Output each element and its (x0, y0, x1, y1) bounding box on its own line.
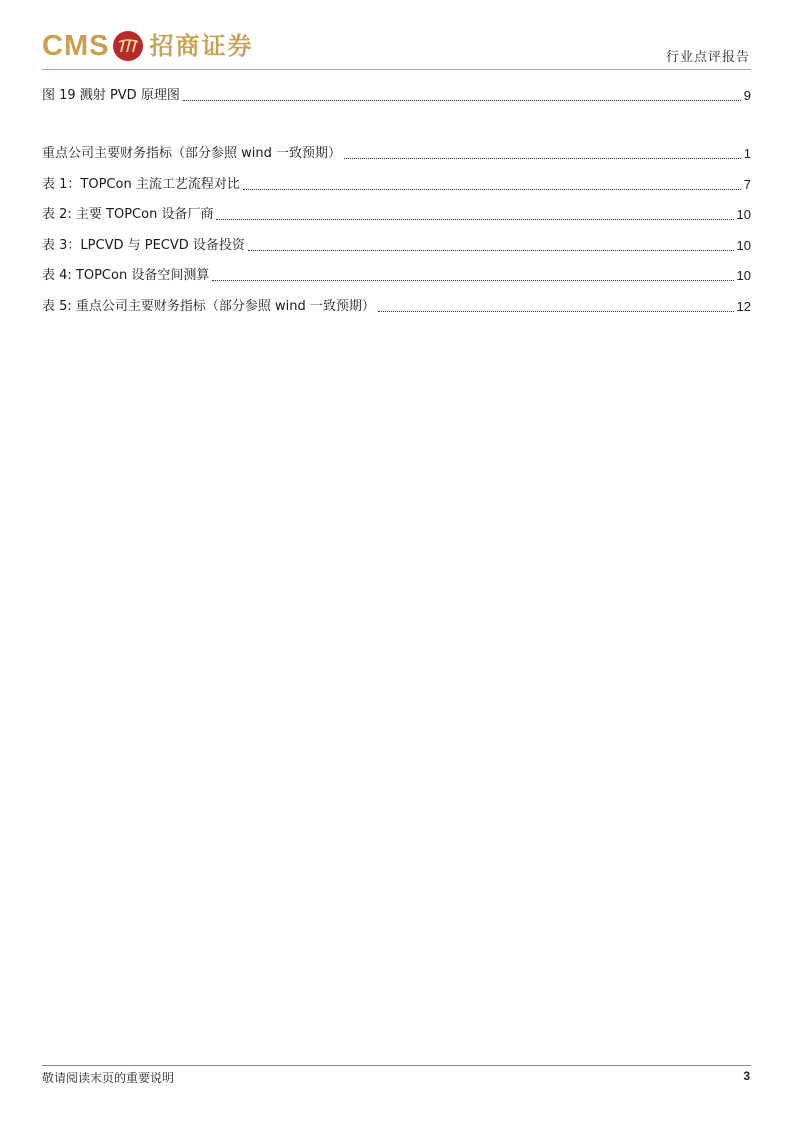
toc-entry-label: 重点公司主要财务指标（部分参照 wind 一致预期） (42, 146, 342, 161)
logo-emblem-icon (113, 31, 143, 61)
toc-entry-table-4[interactable] (42, 266, 751, 286)
logo-chinese-text: 招商证券 (149, 31, 254, 60)
logo-latin-text: CMS (42, 30, 110, 62)
toc-entry-page: 1 (743, 146, 751, 161)
footer-divider (42, 1065, 751, 1066)
toc-entry-page: 7 (743, 177, 751, 192)
toc-entry-label: 表 5: 重点公司主要财务指标（部分参照 wind 一致预期） (42, 299, 375, 314)
footer-disclaimer-note: 敬请阅读末页的重要说明 (42, 1071, 175, 1085)
toc-entry-label: 表 1：TOPCon 主流工艺流程对比 (42, 177, 240, 192)
toc-entry-key-financials[interactable] (42, 144, 751, 164)
toc-leader-dots (212, 280, 733, 281)
toc-leader-dots (378, 311, 734, 312)
toc-entry-table-1[interactable] (42, 175, 751, 195)
toc-entry-page: 10 (736, 268, 751, 283)
toc-entry-page: 12 (736, 299, 751, 314)
page-header (0, 0, 793, 76)
toc-leader-dots (243, 189, 741, 190)
toc-leader-dots (248, 250, 734, 251)
toc-entry-label: 表 4: TOPCon 设备空间测算 (42, 268, 210, 283)
header-divider (42, 69, 751, 70)
toc-entry-table-2[interactable] (42, 205, 751, 225)
toc-entry-figure-19[interactable] (42, 86, 751, 106)
toc-entry-page: 10 (736, 207, 751, 222)
toc-leader-dots (183, 100, 741, 101)
toc-entry-label: 图 19 溅射 PVD 原理图 (42, 88, 180, 103)
toc-leader-dots (344, 158, 741, 159)
report-type-label: 行业点评报告 (665, 50, 750, 65)
toc-entry-page: 10 (736, 238, 751, 253)
toc-entry-label: 表 2: 主要 TOPCon 设备厂商 (42, 207, 214, 222)
toc-entry-label: 表 3：LPCVD 与 PECVD 设备投资 (42, 238, 245, 253)
toc-entry-page: 9 (743, 88, 751, 103)
toc-entry-table-5[interactable] (42, 297, 751, 317)
toc-entry-table-3[interactable] (42, 236, 751, 256)
footer-page-number: 3 (743, 1069, 750, 1083)
company-logo (42, 28, 253, 64)
toc-leader-dots (216, 219, 733, 220)
